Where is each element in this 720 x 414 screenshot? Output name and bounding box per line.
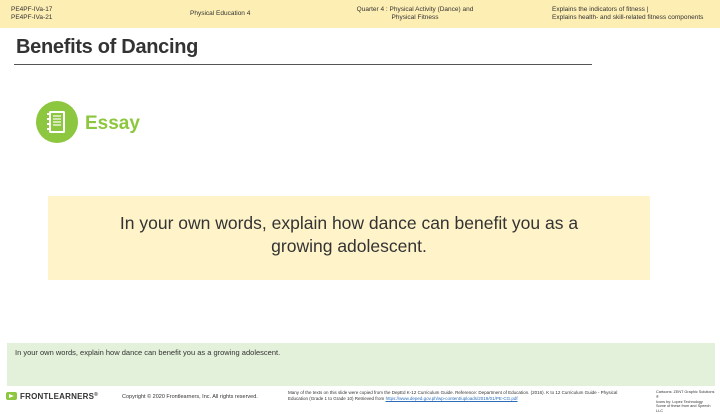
image-credits xyxy=(656,390,716,414)
quarter-label xyxy=(330,6,500,21)
competency-codes xyxy=(11,6,52,21)
competency-line: Explains the indicators of fitness | xyxy=(552,6,649,13)
logo-wordmark: FRONTLEARNERS xyxy=(20,392,95,401)
credit-line: Icons by: Lopez Technology xyxy=(656,399,703,404)
quarter-line: Quarter 4 : Physical Activity (Dance) and xyxy=(356,6,474,13)
essay-prompt xyxy=(48,212,650,258)
credit-line: Some of these from and Speech LLC xyxy=(656,404,711,414)
curriculum-guide-link[interactable]: https://www.deped.gov.ph/wp-content/uploads/2019/01/PE-CG.pdf xyxy=(385,395,518,401)
speaker-notes-panel[interactable] xyxy=(7,343,715,386)
competency-code: PE4PF-IVa-21 xyxy=(11,13,53,21)
quarter-line: Physical Fitness xyxy=(391,13,439,21)
disclaimer-text: Many of the texts on this slide were copied from the DepEd K-12 Curriculum Guide. Reference: Department of Education. (2016). K to 12 Curriculum Guide - Physical Education (Grade 1 to Grade 10) Retrieved from xyxy=(288,390,618,401)
prompt-line: growing adolescent. xyxy=(271,236,427,256)
competency-line: Explains health- and skill-related fitness components xyxy=(552,13,704,21)
frontlearners-logo-text: FRONTLEARNERS® xyxy=(20,392,99,401)
source-disclaimer xyxy=(288,390,638,401)
activity-label: Essay xyxy=(85,113,140,134)
credit-line: Cartoons: ZENT Graphic Solutions ® xyxy=(656,390,715,399)
slide-title: Benefits of Dancing xyxy=(16,36,199,58)
frontlearners-logo-icon xyxy=(6,392,17,400)
prompt-line: In your own words, explain how dance can benefit you as a xyxy=(119,213,579,233)
competency-descriptions xyxy=(552,6,703,21)
essay-notebook-icon xyxy=(36,101,78,143)
essay-prompt-box xyxy=(48,196,650,280)
speaker-notes-text: In your own words, explain how dance can benefit you as a growing adolescent. xyxy=(15,348,281,357)
title-divider xyxy=(14,64,592,65)
subject-label: Physical Education 4 xyxy=(190,10,251,17)
competency-code: PE4PF-IVa-17 xyxy=(11,6,53,13)
copyright-notice: Copyright © 2020 Frontlearners, Inc. All rights reserved. xyxy=(122,394,258,400)
